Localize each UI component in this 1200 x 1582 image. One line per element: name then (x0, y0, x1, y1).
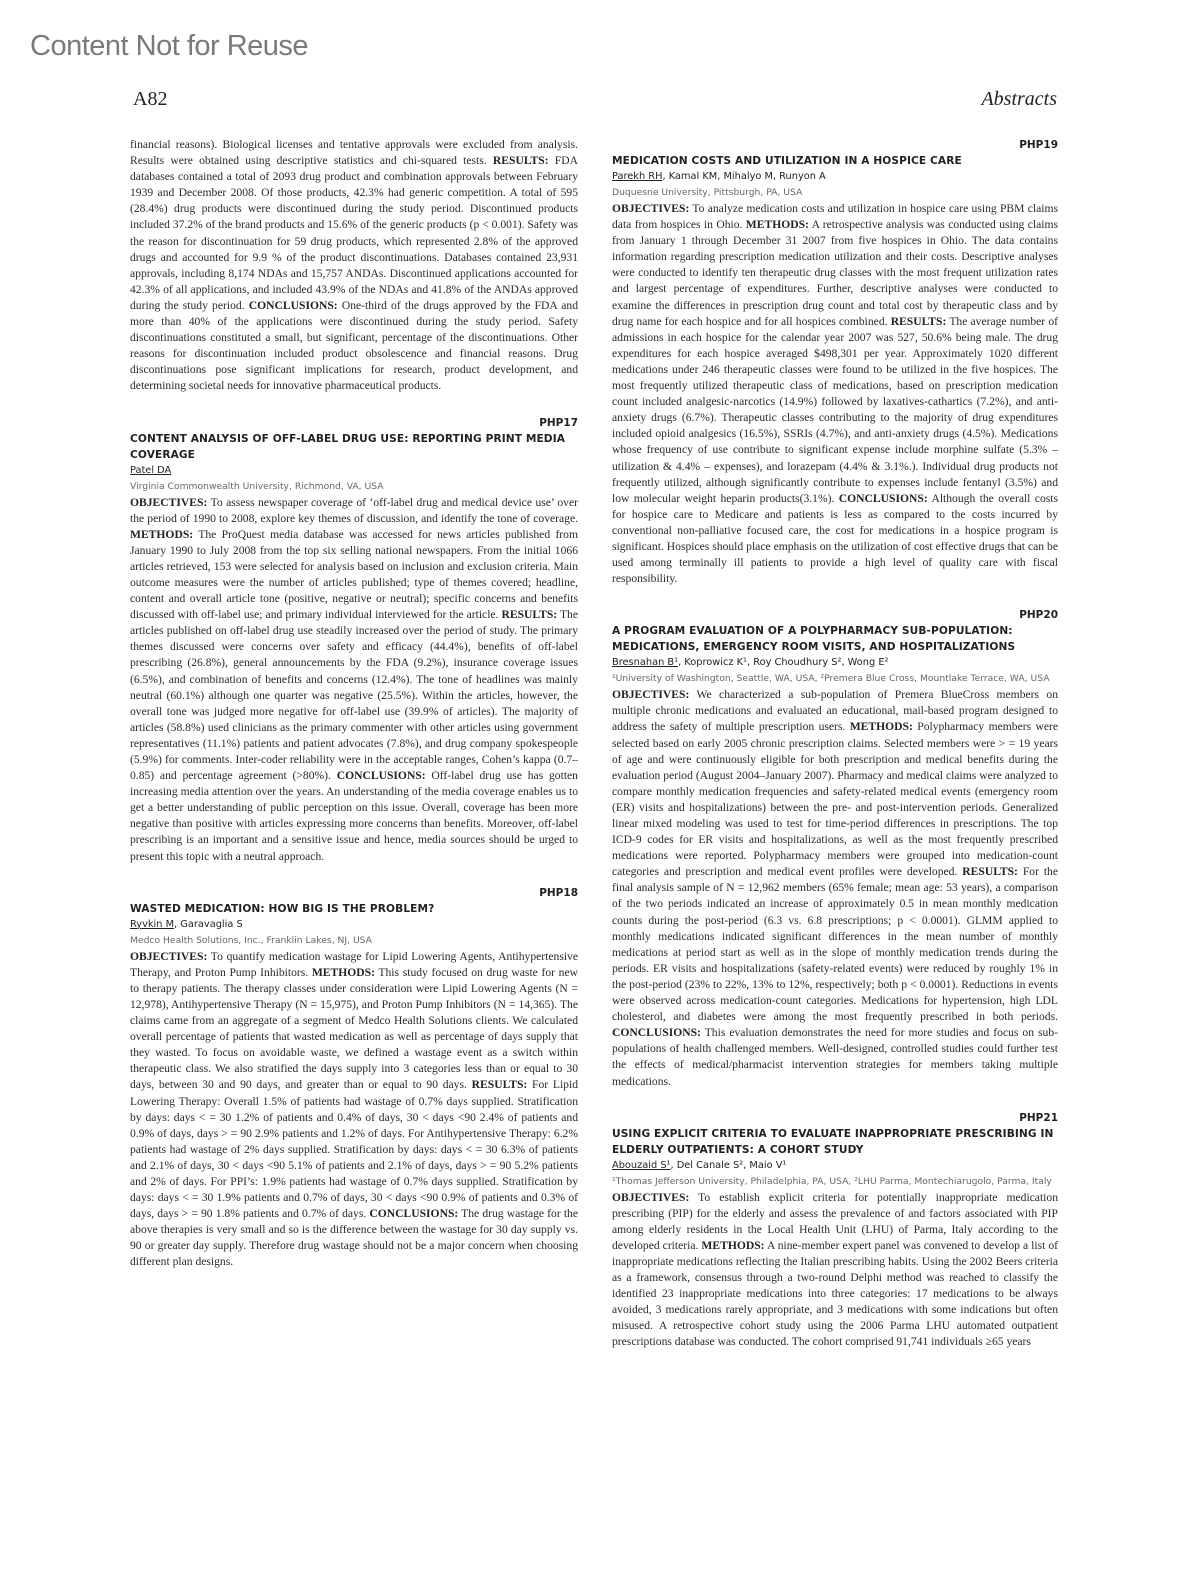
right-column (612, 137, 1058, 1351)
abstract-code: PHP19 (1019, 139, 1058, 151)
section-text: To establish explicit criteria for potentially inappropriate medication prescribing (PIP) for the elderly and assess the prevalence of and factors associated with PIP among elderly residents in the Local Health Unit (LHU) of Parma, Italy according to the developed criteria. (612, 1190, 1058, 1252)
section-text: To quantify medication wastage for Lipid Lowering Agents, Antihypertensive Therapy, and Proton Pump Inhibitors. (130, 949, 578, 979)
section-text: The average number of admissions in each hospice for the calendar year 2007 was 527, 50.6% being male. The drug expenditures for each hospice averaged $498,301 per year. Approximately 1020 different medications under 246 therapeutic classes were found to be utilized in the five hospices. The most frequently utilized therapeutic class of medications, based on prescription medication count included analgesic-narcotics (14.9%) followed by laxatives-cathartics (7.2%), and anti-anxiety drugs (6.7%). Therapeutic classes contributing to the majority of drug expenditures included opioid analgesics (16.5%), SSRIs (4.7%), and anti-anxiety drugs (4.5%). Medications whose frequency of use contribute to significant expense include morphine sulfate (5.3% – utilization & 4.4% – expenses), and lorazepam (4.4% & 3.1%.). Individual drug products not frequently utilized, although significantly contribute to expenses include fentanyl (3.5%) and low molecular weight heparin products(3.1%). (612, 314, 1058, 505)
abstract-code: PHP17 (539, 416, 578, 429)
section-text: Polypharmacy members were selected based on early 2005 chronic prescription claims. Selected members were > = 19 years of age and were continuously eligible for both prescription and medical benefits during the evaluation period (August 2004–January 2007). Pharmacy and medical claims were analyzed to compare monthly medication frequencies and safety-related medical events (emergency room (ER) visits and hospitalizations) between the pre- and post-intervention periods. Generalized linear mixed modeling was used to test for time-period differences in prescriptions. The top ICD-9 codes for ER visits and hospitalizations, as well as the most frequently prescribed medications were reported. Polypharmacy members were grouped into medication-count categories and prescription and medical event profiles were developed. (612, 720, 1059, 879)
abstract-authors (612, 1158, 1058, 1174)
section-label: RESULTS: (501, 608, 558, 622)
section-text: Although the overall costs for hospice care to Medicare and patients is less as compared to the costs incurred by conventional non-palliative focused care, the cost for medications in a hospice program is significant. Hospices should place emphasis on the utilization of cost effective drugs that can be used among terminally ill patients to provide a high level of quality care with fiscal responsibility. (612, 491, 1058, 586)
abstract-code: PHP18 (539, 886, 578, 899)
section-label: METHODS: (130, 527, 194, 541)
running-title: Abstracts (981, 88, 1057, 110)
section-text: To assess newspaper coverage of ‘off-label drug and medical device use’ over the period of 1990 to 2008, explore key themes of discussion, and identify the tone of coverage. (130, 495, 578, 525)
abstract-body (612, 687, 1058, 1089)
section-label: CONCLUSIONS: (336, 769, 426, 783)
section-text: To analyze medication costs and utilization in hospice care using PBM claims data from hospices in Ohio. (612, 202, 1058, 232)
abstract-php19 (612, 137, 1058, 587)
section-label: CONCLUSIONS: (369, 1207, 459, 1221)
section-text: We characterized a sub-population of Premera BlueCross members on multiple chronic medications and evaluated an educational, mail-based program designed to address the safety of multiple prescription users. (612, 688, 1058, 734)
section-label: RESULTS: (890, 314, 947, 328)
first-author: Ryvkin M (130, 918, 175, 930)
abstract-php18 (130, 885, 578, 1271)
section-label: CONCLUSIONS: (838, 491, 928, 505)
abstract-title: MEDICATION COSTS AND UTILIZATION IN A HOSPICE CARE (612, 155, 962, 167)
abstract-body (130, 949, 578, 1271)
section-label: RESULTS: (962, 865, 1018, 879)
section-text: The articles published on off-label drug use steadily increased over the period of study. The primary themes discussed were concerns over safety and efficacy (44.4%), benefits of off-label prescribing (26.8%), general announcements by the FDA (9.2%), insurance coverage issues (6.5%), and combination of benefits and concerns (12.4%). The tone of headlines was mainly neutral (60.1%) although one quarter was negative (25.5%). Within the articles, however, the overall tone was judged more negative for off-label use (39.9% of articles). The majority of articles (58.8%) used clinicians as the primary commenter with other articles using government representatives (11.1%) patients and patient advocates (7.8%), and drug company spokespeople (5.9%) for comments. Inter-coder reliability were in the acceptable ranges, Cohen’s kappa (0.7–0.85) and percentage agreement (>80%). (130, 608, 578, 783)
section-text: The drug wastage for the above therapies is very small and so is the difference between the wastage for 30 day supply vs. 90 or greater day supply. Therefore drug wastage should not be a major concern when choosing different plan designs. (130, 1207, 578, 1269)
section-label: METHODS: (701, 1238, 765, 1252)
continued-abstract-body (130, 137, 578, 395)
abstract-authors (612, 169, 1058, 185)
abstract-body (612, 1190, 1058, 1351)
abstract-php21 (612, 1110, 1058, 1351)
first-author: Bresnahan B¹ (612, 657, 679, 669)
other-authors: , Kamal KM, Mihalyo M, Runyon A (662, 171, 826, 182)
section-label: METHODS: (849, 720, 913, 734)
abstract-code: PHP21 (1019, 1111, 1058, 1124)
section-label: OBJECTIVES: (612, 1190, 690, 1204)
left-column (130, 137, 578, 1271)
section-text: One-third of the drugs approved by the FDA and more than 40% of the applications were discontinued during the study period. Safety discontinuations constituted a small, but significant, percentage of the discontinuations. Other reasons for discontinuation included product obsolescence and financial reasons. Drug discontinuations pose significant implications for research, product development, and determining societal needs for innovative pharmaceutical products. (130, 298, 578, 393)
section-text: The ProQuest media database was accessed for news articles published from January 1990 to July 2008 from the top six selling national newspapers. From the initial 1066 articles retrieved, 153 were selected for analysis based on inclusion and exclusion criteria. Main outcome measures were the number of articles published; type of themes covered; headline, content and overall article tone (positive, negative or neutral); specific concerns and benefits discussed with off-label use; and primary individual interviewed for the article. (130, 527, 578, 622)
section-label: METHODS: (745, 218, 809, 232)
abstract-affiliation: ¹Thomas Jefferson University, Philadelphia, PA, USA, ²LHU Parma, Montechiarugolo, Parma, Italy (612, 1175, 1052, 1187)
section-label: OBJECTIVES: (612, 688, 690, 702)
other-authors: , Garavaglia S (174, 918, 243, 930)
section-text: This evaluation demonstrates the need for more studies and focus on sub-populations of health challenged members. Well-designed, controlled studies could further test the effects of medical/pharmacist intervention strategies for members taking multiple medications. (612, 1026, 1058, 1088)
section-text: A nine-member expert panel was convened to develop a list of inappropriate medications reflecting the Italian prescribing habits. Using the 2002 Beers criteria as a framework, consensus through a two-round Delphi method was reached to classify the identified 23 inappropriate medications into three categories: 17 medications to be always avoided, 3 medications rarely appropriate, and 3 medications with some indications but often misused. A retrospective cohort study using the 2006 Parma LHU automated outpatient prescriptions database was conducted. The cohort comprised 91,741 individuals ≥65 years (612, 1238, 1058, 1349)
section-label: OBJECTIVES: (130, 495, 208, 509)
section-label: RESULTS: (471, 1078, 528, 1092)
section-text: A retrospective analysis was conducted using claims from January 1 through December 31 2007 from five hospices in Ohio. The data contains information regarding prescription medication utilization and their costs. Descriptive analyses were conducted to identify ten therapeutic drug classes with the most frequent utilization rates and largest percentage of expenditures. Further, descriptive analyses were conducted to examine the differences in prescription drug count and total cost by therapeutic class and by drug name for each hospice and for all hospices combined. (612, 218, 1058, 328)
section-text: For Lipid Lowering Therapy: Overall 1.5% of patients had wastage of 0.7% days supplied. Stratification by days: days < = 30 1.2% of patients and 0.4% of days, 30 < days <90 2.4% of patients and 0.9% of days, days > = 90 2.9% patients and 1.2% of days. For Antihypertensive Therapy: 6.2% patients had wastage of 2% days supplied. Stratification by days: days < = 30 6.3% of patients and 2.1% of days, 30 < days <90 5.1% of patients and 2.1% of days, days > = 90 5.2% patients and 2% of days. For PPI’s: 1.9% patients had wastage of 0.7% days supplied. Stratification by days: days < = 30 1.9% patients and 0.7% of days, 30 < days <90 0.9% of patients and 0.3% of days, days > = 90 1.8% patients and 0.7% of days. (130, 1078, 578, 1221)
section-label: CONCLUSIONS: (612, 1026, 701, 1040)
abstract-affiliation: Medco Health Solutions, Inc., Franklin Lakes, NJ, USA (130, 934, 372, 946)
abstract-title: CONTENT ANALYSIS OF OFF-LABEL DRUG USE: REPORTING PRINT MEDIA COVERAGE (130, 432, 566, 461)
watermark: Content Not for Reuse (30, 30, 309, 62)
abstract-code: PHP20 (1019, 609, 1058, 622)
section-text: This study focused on drug waste for new to therapy patients. The therapy classes under consideration were Lipid Lowering Agents (N = 12,978), Antihypertensive Therapy (N = 15,975), and Proton Pump Inhibitors (N = 14,365). The claims came from an aggregate of a segment of Medco Health Solutions clients. We calculated overall percentage of patients that wasted medication as well as percentage of days supply that they wasted. To focus on avoidable waste, we defined a wastage event as a switch within therapeutic class. We also stratified the days supply into 3 categories less than or equal to 30 days, between 30 and 90 days, and greater than or equal to 90 days. (130, 965, 578, 1092)
other-authors: , Koprowicz K¹, Roy Choudhury S², Wong E² (678, 657, 889, 669)
section-label: CONCLUSIONS: (248, 298, 338, 312)
section-text: Off-label drug use has gotten increasing media attention over the years. An understanding of the media coverage enables us to get a better understanding of public perception on this issue. Overall, coverage has been more negative than positive with articles expressing more concerns than benefits. Moreover, off-label prescribing is an important and a sensitive issue and hence, media sources should be urged to present this topic with a neutral approach. (130, 769, 578, 863)
abstract-authors (612, 655, 1058, 671)
abstract-authors (130, 917, 578, 933)
section-text: financial reasons). Biological licenses and tentative approvals were excluded from analysis. Results were obtained using descriptive statistics and chi-squared tests. (130, 138, 578, 168)
other-authors: , Del Canale S², Maio V¹ (670, 1159, 787, 1171)
abstract-body (612, 201, 1058, 587)
section-label: OBJECTIVES: (130, 949, 208, 963)
first-author: Abouzaid S¹ (612, 1159, 671, 1171)
section-label: METHODS: (311, 965, 375, 979)
section-text: FDA databases contained a total of 2093 drug product and combination approvals between February 1939 and December 2008. Of those products, 42.3% had generic competition. A total of 595 (28.4%) drug products were discontinued during the study period. Discontinued products included 37.2% of the brand products and 15.6% of the generic products (p < 0.001). Safety was the reason for discontinuation for 59 drug products, which represented 2.8% of the approved drugs and accounted for 9.9 % of the product discontinuations. Databases contained 23,931 approvals, including 8,174 NDAs and 15,757 ANDAs. Discontinued applications accounted for 42.3% of all applications, and included 43.9% of the NDAs and 41.8% of the ANDAs approved during the study period. (130, 154, 578, 312)
abstract-authors (130, 463, 578, 479)
abstract-affiliation: ¹University of Washington, Seattle, WA, USA, ²Premera Blue Cross, Mountlake Terrace, WA, USA (612, 673, 1050, 685)
page-number: A82 (133, 88, 168, 110)
abstract-php17 (130, 415, 578, 865)
section-label: OBJECTIVES: (612, 202, 690, 215)
section-label: RESULTS: (492, 154, 549, 168)
first-author: Parekh RH (612, 171, 663, 182)
section-text: For the final analysis sample of N = 12,962 members (65% female; mean age: 53 years), a comparison of the two periods indicated an increase of approximately 0.5 in mean monthly medication counts during the post-period (6.3 vs. 6.8 prescriptions; p < 0.0001). GLMM applied to monthly medications indicated significant differences in the mean number of monthly medications at period start as well as in the slope of monthly medication trends during the periods. ER visits and hospitalizations (safety-related events) were reduced by roughly 1% in the post-period (23% to 22%, 13% to 12%, respectively; both p < 0.0001). Reductions in events were observed across medication-count categories. Medications for hypertension, high LDL cholesterol, and diabetes were among the most frequently prescribed in both periods. (612, 865, 1058, 1024)
abstract-title: USING EXPLICIT CRITERIA TO EVALUATE INAPPROPRIATE PRESCRIBING IN ELDERLY OUTPATIENTS: A COHORT STUDY (612, 1127, 1054, 1156)
abstract-title: WASTED MEDICATION: HOW BIG IS THE PROBLEM? (130, 902, 435, 915)
abstract-php20 (612, 607, 1058, 1089)
abstract-affiliation: Duquesne University, Pittsburgh, PA, USA (612, 187, 803, 198)
abstract-body (130, 495, 578, 865)
abstract-affiliation: Virginia Commonwealth University, Richmond, VA, USA (130, 480, 384, 492)
first-author: Patel DA (130, 464, 172, 476)
abstract-title: A PROGRAM EVALUATION OF A POLYPHARMACY SUB-POPULATION: MEDICATIONS, EMERGENCY ROOM VISITS, AND HOSPITALIZATIONS (612, 625, 1016, 654)
